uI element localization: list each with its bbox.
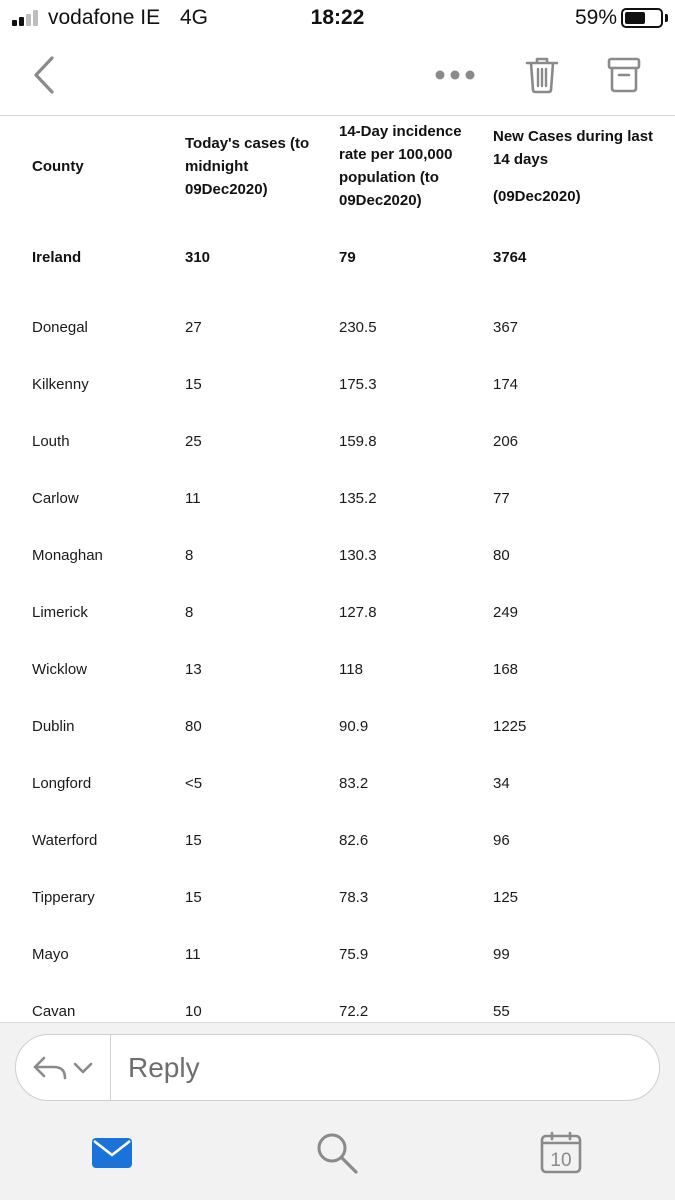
cell-county: Tipperary bbox=[32, 889, 95, 906]
cell-todays-cases: <5 bbox=[185, 775, 203, 792]
cell-new-cases: 174 bbox=[493, 376, 519, 393]
header-new-cases-title: New Cases during last 14 days bbox=[493, 127, 654, 168]
header-new-cases bbox=[493, 117, 675, 215]
back-button[interactable] bbox=[22, 38, 66, 112]
email-body bbox=[0, 117, 675, 1022]
cell-incidence-rate: 130.3 bbox=[339, 547, 377, 564]
cell-county: Ireland bbox=[32, 248, 82, 266]
table-header-row bbox=[0, 117, 675, 215]
cell-county: Longford bbox=[32, 775, 92, 792]
table-row bbox=[0, 812, 675, 869]
status-bar bbox=[0, 0, 675, 38]
tab-search[interactable] bbox=[313, 1129, 361, 1177]
cell-new-cases: 3764 bbox=[493, 248, 527, 266]
header-todays-cases: Today's cases (to midnight 09Dec2020) bbox=[185, 134, 310, 198]
table-row bbox=[0, 926, 675, 983]
cell-new-cases: 249 bbox=[493, 604, 519, 621]
message-toolbar bbox=[0, 38, 675, 116]
cell-county: Louth bbox=[32, 433, 70, 450]
cell-county: Cavan bbox=[32, 1003, 76, 1020]
table-row bbox=[0, 470, 675, 527]
reply-bar bbox=[15, 1034, 660, 1101]
cell-new-cases: 367 bbox=[493, 319, 519, 336]
trash-icon bbox=[525, 56, 559, 94]
table-row bbox=[0, 413, 675, 470]
cell-county: Waterford bbox=[32, 832, 98, 849]
cell-todays-cases: 25 bbox=[185, 433, 202, 450]
cell-incidence-rate: 83.2 bbox=[339, 775, 369, 792]
cell-new-cases: 206 bbox=[493, 433, 519, 450]
calendar-day: 10 bbox=[550, 1150, 572, 1171]
cell-incidence-rate: 75.9 bbox=[339, 946, 369, 963]
table-row bbox=[0, 356, 675, 413]
archive-button[interactable] bbox=[600, 38, 648, 112]
cell-todays-cases: 27 bbox=[185, 319, 202, 336]
reply-input[interactable] bbox=[128, 1035, 628, 1100]
cell-county: Kilkenny bbox=[32, 376, 89, 393]
network-type: 4G bbox=[179, 6, 208, 29]
more-button[interactable] bbox=[430, 38, 480, 112]
cell-incidence-rate: 90.9 bbox=[339, 718, 369, 735]
cell-incidence-rate: 135.2 bbox=[339, 490, 377, 507]
more-horizontal-icon bbox=[434, 69, 476, 81]
header-new-cases-date: (09Dec2020) bbox=[493, 187, 581, 205]
table-row bbox=[0, 527, 675, 584]
calendar-icon bbox=[539, 1131, 583, 1175]
cell-todays-cases: 8 bbox=[185, 547, 194, 564]
cell-incidence-rate: 230.5 bbox=[339, 319, 377, 336]
battery-tip bbox=[665, 14, 668, 22]
table-row-total bbox=[0, 215, 675, 299]
table-row bbox=[0, 299, 675, 356]
cell-new-cases: 34 bbox=[493, 775, 510, 792]
cell-todays-cases: 15 bbox=[185, 832, 202, 849]
header-county: County bbox=[32, 157, 84, 175]
delete-button[interactable] bbox=[518, 38, 566, 112]
cell-new-cases: 55 bbox=[493, 1003, 510, 1020]
reply-options-button[interactable] bbox=[16, 1035, 111, 1100]
table-row bbox=[0, 698, 675, 755]
cell-incidence-rate: 78.3 bbox=[339, 889, 369, 906]
table-row bbox=[0, 641, 675, 698]
cell-new-cases: 125 bbox=[493, 889, 519, 906]
tab-mail[interactable] bbox=[88, 1129, 136, 1177]
battery-percent: 59% bbox=[574, 6, 617, 29]
cell-todays-cases: 13 bbox=[185, 661, 202, 678]
cell-todays-cases: 10 bbox=[185, 1003, 202, 1020]
cell-county: Donegal bbox=[32, 319, 88, 336]
mail-icon bbox=[90, 1135, 134, 1171]
cell-new-cases: 168 bbox=[493, 661, 519, 678]
covid-cases-table bbox=[0, 117, 675, 1022]
cell-county: Carlow bbox=[32, 490, 79, 507]
cell-incidence-rate: 118 bbox=[339, 661, 363, 678]
cell-new-cases: 1225 bbox=[493, 718, 527, 735]
cell-county: Mayo bbox=[32, 946, 69, 963]
cell-incidence-rate: 82.6 bbox=[339, 832, 369, 849]
tab-calendar[interactable] bbox=[537, 1129, 585, 1177]
cell-new-cases: 77 bbox=[493, 490, 510, 507]
cell-new-cases: 96 bbox=[493, 832, 510, 849]
cell-county: Limerick bbox=[32, 604, 88, 621]
table-row bbox=[0, 869, 675, 926]
cell-incidence-rate: 79 bbox=[339, 248, 356, 266]
cell-county: Monaghan bbox=[32, 547, 103, 564]
carrier-name: vodafone IE bbox=[48, 6, 161, 29]
reply-icon bbox=[32, 1055, 68, 1081]
cell-todays-cases: 80 bbox=[185, 718, 202, 735]
cell-incidence-rate: 175.3 bbox=[339, 376, 377, 393]
chevron-left-icon bbox=[32, 55, 56, 95]
cell-incidence-rate: 127.8 bbox=[339, 604, 377, 621]
battery-level bbox=[625, 12, 645, 24]
cell-new-cases: 80 bbox=[493, 547, 510, 564]
chevron-down-icon bbox=[72, 1061, 94, 1075]
table-row bbox=[0, 584, 675, 641]
archive-icon bbox=[607, 57, 641, 93]
cell-todays-cases: 11 bbox=[185, 490, 201, 507]
cell-todays-cases: 8 bbox=[185, 604, 194, 621]
cell-todays-cases: 15 bbox=[185, 376, 202, 393]
cell-incidence-rate: 72.2 bbox=[339, 1003, 369, 1020]
clock: 18:22 bbox=[310, 6, 365, 29]
cell-todays-cases: 310 bbox=[185, 248, 211, 266]
cell-county: Dublin bbox=[32, 718, 75, 735]
table-row bbox=[0, 755, 675, 812]
cell-new-cases: 99 bbox=[493, 946, 510, 963]
bottom-panel bbox=[0, 1022, 675, 1200]
cell-incidence-rate: 159.8 bbox=[339, 433, 377, 450]
header-incidence-rate: 14-Day incidence rate per 100,000 population (to 09Dec2020) bbox=[339, 123, 462, 209]
table-row bbox=[0, 983, 675, 1022]
cell-county: Wicklow bbox=[32, 661, 87, 678]
cell-todays-cases: 11 bbox=[185, 946, 201, 963]
search-icon bbox=[315, 1131, 359, 1175]
cell-todays-cases: 15 bbox=[185, 889, 202, 906]
battery-icon bbox=[621, 8, 663, 28]
